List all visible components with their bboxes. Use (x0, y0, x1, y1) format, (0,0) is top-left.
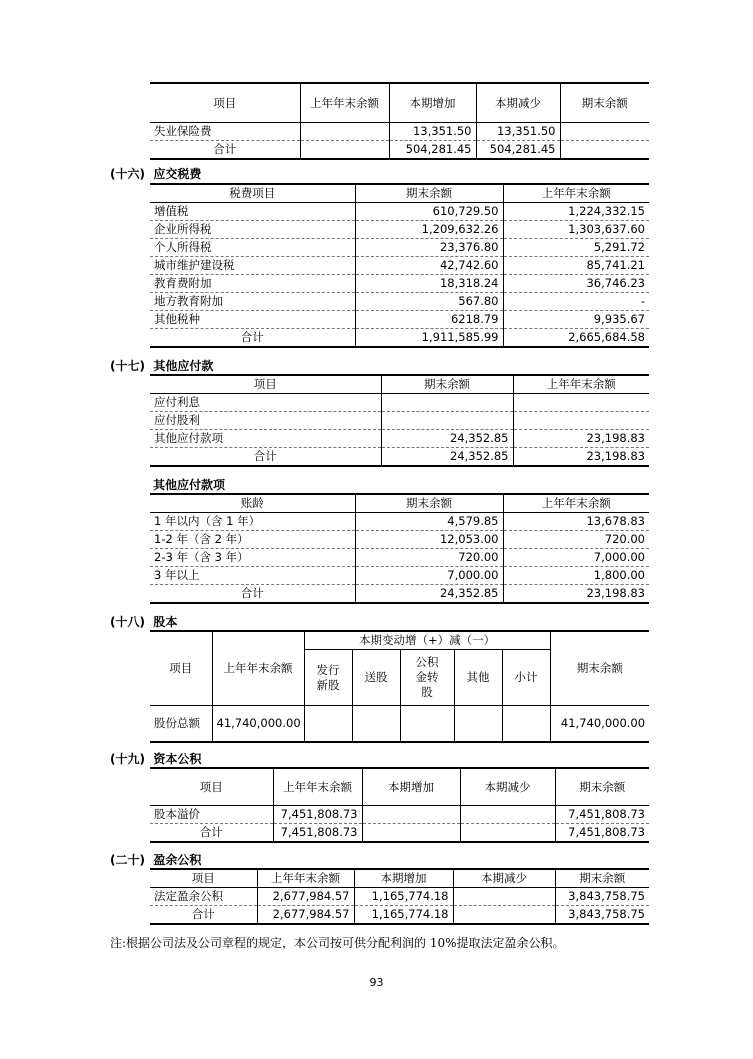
header-end-balance: 期末余额 (355, 184, 503, 203)
header-prev-balance: 上年年末余额 (212, 631, 304, 706)
cell: 7,451,808.73 (555, 824, 649, 843)
row-label: 企业所得税 (150, 221, 355, 239)
row-label: 合计 (150, 906, 257, 925)
cell: 41,740,000.00 (212, 706, 304, 742)
cell (352, 706, 400, 742)
row-label: 增值税 (150, 203, 355, 221)
header-end-balance: 期末余额 (560, 83, 649, 123)
cell: 3,843,758.75 (555, 906, 649, 925)
cell (513, 394, 649, 412)
table-row (150, 293, 649, 311)
unemployment-insurance-table (150, 82, 649, 160)
cell: 1,209,632.26 (355, 221, 503, 239)
cell (460, 806, 555, 824)
header-decrease: 本期减少 (460, 768, 555, 806)
cell: 1,224,332.15 (503, 203, 649, 221)
row-label: 法定盈余公积 (150, 888, 257, 906)
cell: 13,351.50 (389, 123, 476, 141)
section-heading-19 (110, 750, 201, 767)
cell: 1,165,774.18 (354, 888, 453, 906)
table-row (150, 430, 649, 448)
capital-reserve-table (150, 767, 649, 843)
share-capital-table (150, 630, 649, 743)
row-label: 合计 (150, 585, 355, 604)
surplus-reserve-table (150, 868, 649, 925)
row-label: 应付股利 (150, 412, 381, 430)
header-decrease: 本期减少 (476, 83, 560, 123)
cell: 7,451,808.73 (273, 806, 362, 824)
section-heading-18 (110, 613, 177, 630)
header-prev-balance: 上年年末余额 (257, 869, 354, 888)
header-aging: 账龄 (150, 494, 355, 513)
aging-table (150, 493, 649, 604)
cell: 2,677,984.57 (257, 888, 354, 906)
cell (381, 412, 513, 430)
cell: - (503, 293, 649, 311)
cell: 2,665,684.58 (503, 329, 649, 348)
header-item: 项目 (150, 768, 273, 806)
table-row (150, 123, 649, 141)
cell: 7,451,808.73 (273, 824, 362, 843)
cell: 5,291.72 (503, 239, 649, 257)
cell: 12,053.00 (355, 531, 503, 549)
row-label: 应付利息 (150, 394, 381, 412)
table-row (150, 203, 649, 221)
table-row (150, 394, 649, 412)
row-label: 股本溢价 (150, 806, 273, 824)
cell (300, 141, 389, 160)
row-label: 3 年以上 (150, 567, 355, 585)
cell (454, 706, 502, 742)
cell (453, 888, 555, 906)
row-label: 合计 (150, 824, 273, 843)
section-title: 应交税费 (153, 167, 202, 181)
cell: 13,678.83 (503, 513, 649, 531)
cell (560, 141, 649, 160)
cell: 1,800.00 (503, 567, 649, 585)
section-heading-20 (110, 851, 201, 868)
header-item: 项目 (150, 375, 381, 394)
section-number: (十六) (110, 167, 145, 181)
cell: 36,746.23 (503, 275, 649, 293)
cell: 42,742.60 (355, 257, 503, 275)
section-heading-16 (110, 165, 201, 182)
table-row (150, 806, 649, 824)
cell: 720.00 (355, 549, 503, 567)
header-end-balance: 期末余额 (355, 494, 503, 513)
header-increase: 本期增加 (354, 869, 453, 888)
cell: 504,281.45 (389, 141, 476, 160)
cell (381, 394, 513, 412)
cell (513, 412, 649, 430)
section-title: 盈余公积 (153, 853, 202, 867)
header-bonus-shares: 送股 (352, 650, 400, 706)
cell: 4,579.85 (355, 513, 503, 531)
header-increase: 本期增加 (389, 83, 476, 123)
row-label: 其他税种 (150, 311, 355, 329)
table-row (150, 221, 649, 239)
row-label: 合计 (150, 329, 355, 348)
table-row (150, 311, 649, 329)
row-label: 其他应付款项 (150, 430, 381, 448)
cell: 24,352.85 (355, 585, 503, 604)
header-prev-balance: 上年年末余额 (503, 184, 649, 203)
row-label: 2-3 年（含 3 年） (150, 549, 355, 567)
cell: 7,000.00 (503, 549, 649, 567)
row-label: 合计 (150, 448, 381, 467)
section-title: 其他应付款 (153, 359, 214, 373)
header-reserve-conversion: 公积金转股 (400, 650, 454, 706)
taxes-payable-table (150, 183, 649, 348)
cell (300, 123, 389, 141)
row-label: 1 年以内（含 1 年） (150, 513, 355, 531)
header-end-balance: 期末余额 (381, 375, 513, 394)
header-prev-balance: 上年年末余额 (300, 83, 389, 123)
cell: 23,198.83 (513, 448, 649, 467)
header-end-balance: 期末余额 (555, 869, 649, 888)
row-label: 1-2 年（含 2 年） (150, 531, 355, 549)
header-prev-balance: 上年年末余额 (513, 375, 649, 394)
other-payables-table (150, 374, 649, 467)
cell: 13,351.50 (476, 123, 560, 141)
table-row (150, 567, 649, 585)
cell (460, 824, 555, 843)
cell (502, 706, 550, 742)
cell: 23,198.83 (503, 585, 649, 604)
header-tax-item: 税费项目 (150, 184, 355, 203)
header-new-issue: 发行新股 (304, 650, 352, 706)
header-end-balance: 期末余额 (555, 768, 649, 806)
cell: 24,352.85 (381, 430, 513, 448)
table-row (150, 275, 649, 293)
row-label: 失业保险费 (150, 123, 300, 141)
cell: 18,318.24 (355, 275, 503, 293)
section-number: (十八) (110, 615, 145, 629)
table-row (150, 531, 649, 549)
cell: 504,281.45 (476, 141, 560, 160)
cell (362, 806, 460, 824)
table-row-total (150, 448, 649, 467)
header-period-change: 本期变动增（+）减（一） (304, 631, 550, 650)
cell (362, 824, 460, 843)
cell: 7,451,808.73 (555, 806, 649, 824)
cell: 41,740,000.00 (550, 706, 649, 742)
cell: 85,741.21 (503, 257, 649, 275)
header-decrease: 本期减少 (453, 869, 555, 888)
table-row-total (150, 824, 649, 843)
section-number: (十七) (110, 359, 145, 373)
table-row (150, 549, 649, 567)
subsection-heading: 其他应付款项 (153, 478, 226, 492)
table-row-total (150, 329, 649, 348)
cell (304, 706, 352, 742)
table-row-total (150, 141, 649, 160)
header-prev-balance: 上年年末余额 (273, 768, 362, 806)
table-row (150, 706, 649, 742)
table-row (150, 412, 649, 430)
cell: 6218.79 (355, 311, 503, 329)
cell: 567.80 (355, 293, 503, 311)
cell: 24,352.85 (381, 448, 513, 467)
cell: 9,935.67 (503, 311, 649, 329)
section-number: (十九) (110, 752, 145, 766)
section-title: 股本 (153, 615, 178, 629)
header-prev-balance: 上年年末余额 (503, 494, 649, 513)
cell (560, 123, 649, 141)
header-increase: 本期增加 (362, 768, 460, 806)
section-number: (二十) (110, 853, 145, 867)
header-item: 项目 (150, 631, 212, 706)
page-number: 93 (369, 976, 384, 989)
footnote: 注:根据公司法及公司章程的规定，本公司按可供分配利润的 10%提取法定盈余公积。 (110, 936, 565, 950)
cell: 2,677,984.57 (257, 906, 354, 925)
section-title: 资本公积 (153, 752, 202, 766)
cell: 3,843,758.75 (555, 888, 649, 906)
cell: 1,303,637.60 (503, 221, 649, 239)
cell: 23,198.83 (513, 430, 649, 448)
table-row-total (150, 585, 649, 604)
row-label: 教育费附加 (150, 275, 355, 293)
row-label: 股份总额 (154, 715, 200, 730)
section-heading-17 (110, 357, 213, 374)
table-row (150, 239, 649, 257)
cell: 7,000.00 (355, 567, 503, 585)
header-end-balance: 期末余额 (550, 631, 649, 706)
cell: 1,165,774.18 (354, 906, 453, 925)
header-other: 其他 (454, 650, 502, 706)
cell: 1,911,585.99 (355, 329, 503, 348)
cell: 720.00 (503, 531, 649, 549)
header-item: 项目 (150, 869, 257, 888)
table-row (150, 257, 649, 275)
row-label: 合计 (150, 141, 300, 160)
cell (400, 706, 454, 742)
cell (453, 906, 555, 925)
cell: 610,729.50 (355, 203, 503, 221)
table-row (150, 888, 649, 906)
table-row-total (150, 906, 649, 925)
header-subtotal: 小计 (502, 650, 550, 706)
header-item: 项目 (150, 83, 300, 123)
row-label: 城市维护建设税 (150, 257, 355, 275)
cell: 23,376.80 (355, 239, 503, 257)
row-label: 地方教育附加 (150, 293, 355, 311)
row-label: 个人所得税 (150, 239, 355, 257)
table-row (150, 513, 649, 531)
